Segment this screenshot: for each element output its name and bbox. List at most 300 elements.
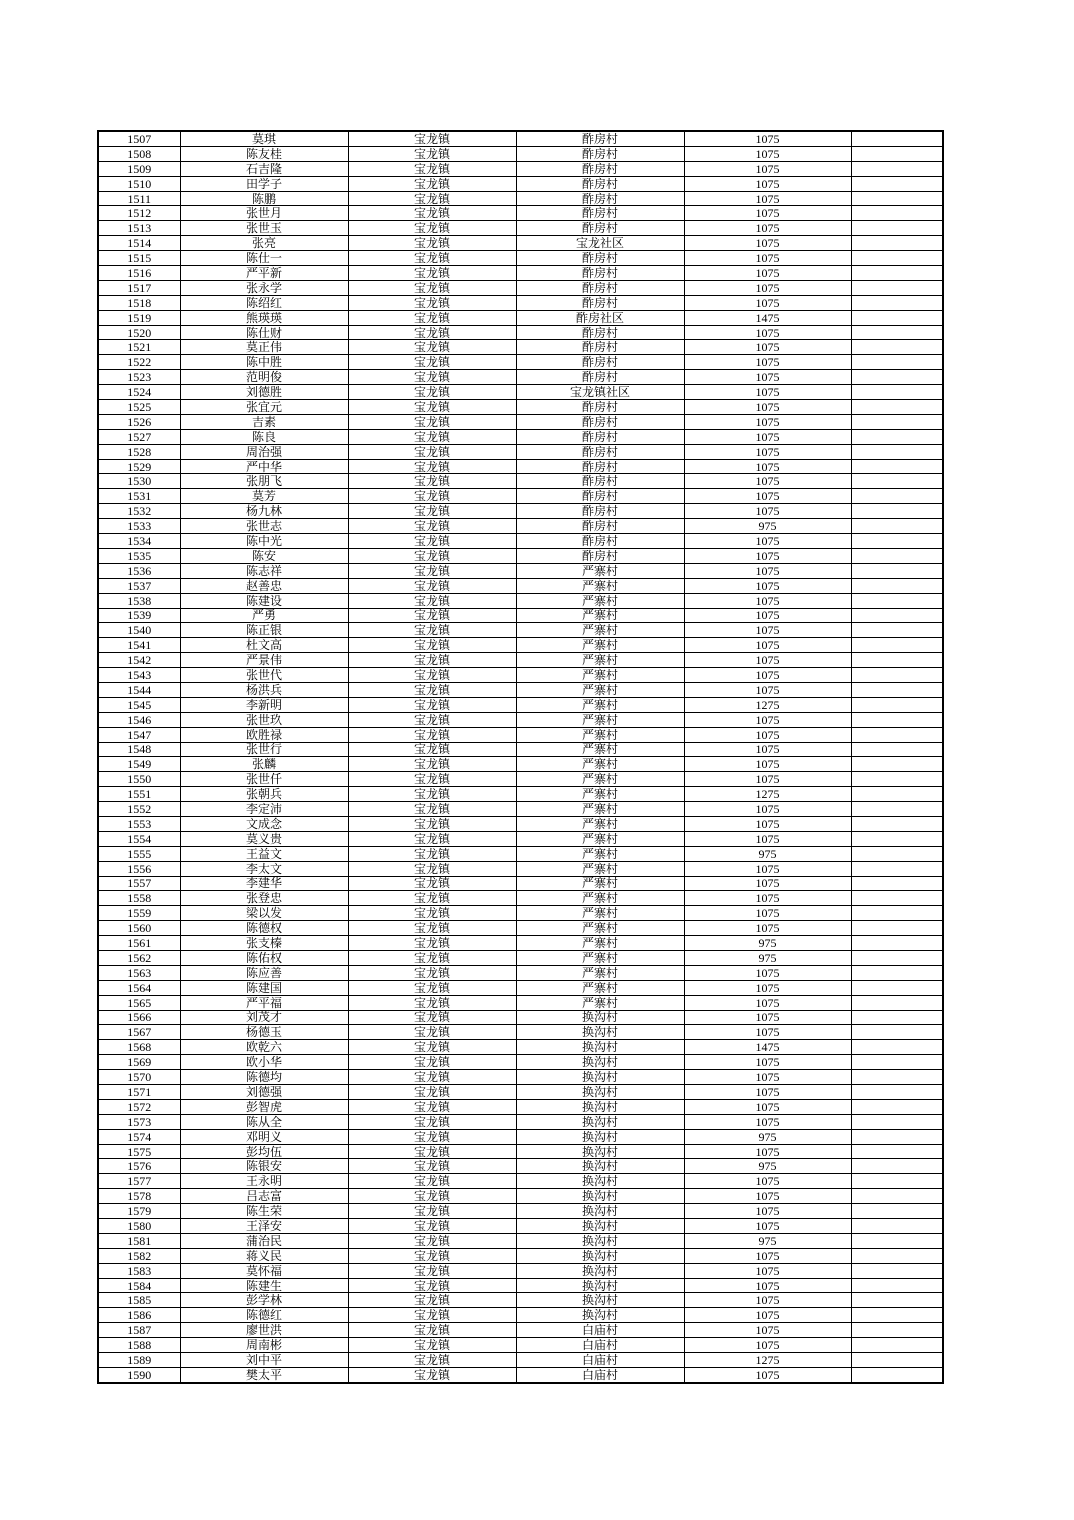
- town-cell: 宝龙镇: [348, 1025, 516, 1040]
- note-cell: [851, 1353, 943, 1368]
- village-cell: 宝龙社区: [516, 236, 684, 251]
- town-cell: 宝龙镇: [348, 906, 516, 921]
- row-number-cell: 1541: [98, 638, 180, 653]
- amount-cell: 1075: [684, 206, 851, 221]
- name-cell: 陈友桂: [180, 146, 348, 161]
- town-cell: 宝龙镇: [348, 519, 516, 534]
- table-row: [98, 906, 943, 921]
- town-cell: 宝龙镇: [348, 474, 516, 489]
- note-cell: [851, 504, 943, 519]
- note-cell: [851, 1174, 943, 1189]
- name-cell: 吕志富: [180, 1189, 348, 1204]
- table-row: [98, 980, 943, 995]
- table-row: [98, 206, 943, 221]
- name-cell: 王益文: [180, 846, 348, 861]
- amount-cell: 975: [684, 846, 851, 861]
- note-cell: [851, 176, 943, 191]
- row-number-cell: 1576: [98, 1159, 180, 1174]
- table-row: [98, 400, 943, 415]
- town-cell: 宝龙镇: [348, 459, 516, 474]
- amount-cell: 1075: [684, 831, 851, 846]
- note-cell: [851, 221, 943, 236]
- village-cell: 严寨村: [516, 727, 684, 742]
- table-row: [98, 1189, 943, 1204]
- name-cell: 邓明义: [180, 1129, 348, 1144]
- amount-cell: 975: [684, 519, 851, 534]
- row-number-cell: 1542: [98, 653, 180, 668]
- name-cell: 廖世洪: [180, 1323, 348, 1338]
- name-cell: 欧胜禄: [180, 727, 348, 742]
- name-cell: 刘德胜: [180, 385, 348, 400]
- name-cell: 严平新: [180, 266, 348, 281]
- town-cell: 宝龙镇: [348, 742, 516, 757]
- row-number-cell: 1586: [98, 1308, 180, 1323]
- note-cell: [851, 891, 943, 906]
- row-number-cell: 1511: [98, 191, 180, 206]
- village-cell: 酢房社区: [516, 310, 684, 325]
- amount-cell: 1075: [684, 251, 851, 266]
- table-row: [98, 787, 943, 802]
- town-cell: 宝龙镇: [348, 712, 516, 727]
- village-cell: 严寨村: [516, 831, 684, 846]
- village-cell: 酢房村: [516, 459, 684, 474]
- table-row: [98, 221, 943, 236]
- town-cell: 宝龙镇: [348, 221, 516, 236]
- row-number-cell: 1564: [98, 980, 180, 995]
- table-row: [98, 489, 943, 504]
- name-cell: 陈仕一: [180, 251, 348, 266]
- village-cell: 酢房村: [516, 504, 684, 519]
- amount-cell: 1075: [684, 221, 851, 236]
- table-row: [98, 385, 943, 400]
- name-cell: 周南彬: [180, 1338, 348, 1353]
- town-cell: 宝龙镇: [348, 653, 516, 668]
- town-cell: 宝龙镇: [348, 816, 516, 831]
- village-cell: 严寨村: [516, 846, 684, 861]
- row-number-cell: 1538: [98, 593, 180, 608]
- name-cell: 石吉隆: [180, 161, 348, 176]
- note-cell: [851, 489, 943, 504]
- amount-cell: 1075: [684, 757, 851, 772]
- note-cell: [851, 519, 943, 534]
- row-number-cell: 1552: [98, 802, 180, 817]
- note-cell: [851, 727, 943, 742]
- note-cell: [851, 1219, 943, 1234]
- note-cell: [851, 295, 943, 310]
- table-row: [98, 1367, 943, 1382]
- roster-table-body: [98, 131, 943, 1383]
- row-number-cell: 1508: [98, 146, 180, 161]
- town-cell: 宝龙镇: [348, 1248, 516, 1263]
- town-cell: 宝龙镇: [348, 995, 516, 1010]
- name-cell: 陈建生: [180, 1278, 348, 1293]
- table-row: [98, 653, 943, 668]
- row-number-cell: 1512: [98, 206, 180, 221]
- table-row: [98, 325, 943, 340]
- amount-cell: 1075: [684, 1204, 851, 1219]
- table-row: [98, 757, 943, 772]
- town-cell: 宝龙镇: [348, 772, 516, 787]
- note-cell: [851, 712, 943, 727]
- table-row: [98, 236, 943, 251]
- town-cell: 宝龙镇: [348, 206, 516, 221]
- amount-cell: 1075: [684, 653, 851, 668]
- table-row: [98, 608, 943, 623]
- amount-cell: 1075: [684, 1278, 851, 1293]
- village-cell: 换沟村: [516, 1070, 684, 1085]
- name-cell: 彭学林: [180, 1293, 348, 1308]
- row-number-cell: 1574: [98, 1129, 180, 1144]
- row-number-cell: 1567: [98, 1025, 180, 1040]
- table-row: [98, 1293, 943, 1308]
- note-cell: [851, 1055, 943, 1070]
- table-row: [98, 1263, 943, 1278]
- row-number-cell: 1528: [98, 444, 180, 459]
- note-cell: [851, 906, 943, 921]
- village-cell: 严寨村: [516, 861, 684, 876]
- row-number-cell: 1516: [98, 266, 180, 281]
- table-row: [98, 1174, 943, 1189]
- table-row: [98, 1099, 943, 1114]
- name-cell: 李定沛: [180, 802, 348, 817]
- table-row: [98, 310, 943, 325]
- amount-cell: 1075: [684, 1174, 851, 1189]
- town-cell: 宝龙镇: [348, 846, 516, 861]
- row-number-cell: 1560: [98, 921, 180, 936]
- town-cell: 宝龙镇: [348, 1338, 516, 1353]
- amount-cell: 1075: [684, 1308, 851, 1323]
- table-row: [98, 459, 943, 474]
- village-cell: 酢房村: [516, 534, 684, 549]
- row-number-cell: 1571: [98, 1085, 180, 1100]
- amount-cell: 1275: [684, 787, 851, 802]
- table-row: [98, 668, 943, 683]
- note-cell: [851, 980, 943, 995]
- amount-cell: 1075: [684, 638, 851, 653]
- name-cell: 莫正伟: [180, 340, 348, 355]
- name-cell: 王永明: [180, 1174, 348, 1189]
- row-number-cell: 1530: [98, 474, 180, 489]
- name-cell: 张世代: [180, 668, 348, 683]
- note-cell: [851, 846, 943, 861]
- row-number-cell: 1583: [98, 1263, 180, 1278]
- town-cell: 宝龙镇: [348, 1219, 516, 1234]
- row-number-cell: 1565: [98, 995, 180, 1010]
- note-cell: [851, 1144, 943, 1159]
- town-cell: 宝龙镇: [348, 325, 516, 340]
- village-cell: 换沟村: [516, 1159, 684, 1174]
- name-cell: 严中华: [180, 459, 348, 474]
- note-cell: [851, 1233, 943, 1248]
- note-cell: [851, 1070, 943, 1085]
- note-cell: [851, 1085, 943, 1100]
- town-cell: 宝龙镇: [348, 534, 516, 549]
- table-row: [98, 131, 943, 146]
- amount-cell: 1075: [684, 295, 851, 310]
- row-number-cell: 1577: [98, 1174, 180, 1189]
- town-cell: 宝龙镇: [348, 936, 516, 951]
- town-cell: 宝龙镇: [348, 176, 516, 191]
- village-cell: 严寨村: [516, 653, 684, 668]
- table-row: [98, 1070, 943, 1085]
- note-cell: [851, 995, 943, 1010]
- row-number-cell: 1525: [98, 400, 180, 415]
- note-cell: [851, 1263, 943, 1278]
- note-cell: [851, 1204, 943, 1219]
- amount-cell: 1075: [684, 891, 851, 906]
- note-cell: [851, 1040, 943, 1055]
- village-cell: 酢房村: [516, 176, 684, 191]
- table-row: [98, 414, 943, 429]
- amount-cell: 1075: [684, 355, 851, 370]
- town-cell: 宝龙镇: [348, 429, 516, 444]
- amount-cell: 1075: [684, 1099, 851, 1114]
- village-cell: 换沟村: [516, 1085, 684, 1100]
- village-cell: 严寨村: [516, 980, 684, 995]
- village-cell: 宝龙镇社区: [516, 385, 684, 400]
- table-row: [98, 623, 943, 638]
- name-cell: 文成念: [180, 816, 348, 831]
- row-number-cell: 1519: [98, 310, 180, 325]
- note-cell: [851, 742, 943, 757]
- row-number-cell: 1520: [98, 325, 180, 340]
- amount-cell: 1075: [684, 742, 851, 757]
- town-cell: 宝龙镇: [348, 1204, 516, 1219]
- table-row: [98, 831, 943, 846]
- town-cell: 宝龙镇: [348, 1308, 516, 1323]
- table-row: [98, 444, 943, 459]
- note-cell: [851, 1308, 943, 1323]
- town-cell: 宝龙镇: [348, 370, 516, 385]
- town-cell: 宝龙镇: [348, 400, 516, 415]
- amount-cell: 1075: [684, 236, 851, 251]
- row-number-cell: 1569: [98, 1055, 180, 1070]
- row-number-cell: 1543: [98, 668, 180, 683]
- note-cell: [851, 802, 943, 817]
- row-number-cell: 1524: [98, 385, 180, 400]
- note-cell: [851, 161, 943, 176]
- row-number-cell: 1557: [98, 876, 180, 891]
- note-cell: [851, 668, 943, 683]
- town-cell: 宝龙镇: [348, 295, 516, 310]
- note-cell: [851, 385, 943, 400]
- row-number-cell: 1534: [98, 534, 180, 549]
- name-cell: 莫芳: [180, 489, 348, 504]
- row-number-cell: 1517: [98, 280, 180, 295]
- amount-cell: 1075: [684, 563, 851, 578]
- town-cell: 宝龙镇: [348, 236, 516, 251]
- village-cell: 酢房村: [516, 131, 684, 146]
- village-cell: 酢房村: [516, 295, 684, 310]
- table-row: [98, 772, 943, 787]
- amount-cell: 1075: [684, 668, 851, 683]
- row-number-cell: 1518: [98, 295, 180, 310]
- table-row: [98, 176, 943, 191]
- table-row: [98, 474, 943, 489]
- note-cell: [851, 787, 943, 802]
- town-cell: 宝龙镇: [348, 1055, 516, 1070]
- note-cell: [851, 1114, 943, 1129]
- row-number-cell: 1514: [98, 236, 180, 251]
- note-cell: [851, 266, 943, 281]
- name-cell: 陈从全: [180, 1114, 348, 1129]
- village-cell: 酢房村: [516, 161, 684, 176]
- table-row: [98, 1010, 943, 1025]
- name-cell: 杨德玉: [180, 1025, 348, 1040]
- row-number-cell: 1544: [98, 682, 180, 697]
- row-number-cell: 1533: [98, 519, 180, 534]
- row-number-cell: 1551: [98, 787, 180, 802]
- village-cell: 严寨村: [516, 697, 684, 712]
- town-cell: 宝龙镇: [348, 1159, 516, 1174]
- row-number-cell: 1555: [98, 846, 180, 861]
- note-cell: [851, 638, 943, 653]
- row-number-cell: 1580: [98, 1219, 180, 1234]
- village-cell: 严寨村: [516, 668, 684, 683]
- village-cell: 酢房村: [516, 221, 684, 236]
- table-row: [98, 191, 943, 206]
- amount-cell: 1075: [684, 146, 851, 161]
- village-cell: 严寨村: [516, 578, 684, 593]
- name-cell: 樊太平: [180, 1367, 348, 1382]
- name-cell: 张世玉: [180, 221, 348, 236]
- town-cell: 宝龙镇: [348, 1278, 516, 1293]
- village-cell: 换沟村: [516, 1189, 684, 1204]
- row-number-cell: 1561: [98, 936, 180, 951]
- name-cell: 欧小华: [180, 1055, 348, 1070]
- amount-cell: 1075: [684, 131, 851, 146]
- table-row: [98, 548, 943, 563]
- amount-cell: 1075: [684, 578, 851, 593]
- name-cell: 严平福: [180, 995, 348, 1010]
- village-cell: 白庙村: [516, 1323, 684, 1338]
- village-cell: 白庙村: [516, 1367, 684, 1382]
- note-cell: [851, 1099, 943, 1114]
- village-cell: 严寨村: [516, 787, 684, 802]
- table-row: [98, 816, 943, 831]
- name-cell: 张麟: [180, 757, 348, 772]
- village-cell: 严寨村: [516, 742, 684, 757]
- row-number-cell: 1582: [98, 1248, 180, 1263]
- village-cell: 酢房村: [516, 548, 684, 563]
- name-cell: 陈生荣: [180, 1204, 348, 1219]
- village-cell: 酢房村: [516, 325, 684, 340]
- note-cell: [851, 876, 943, 891]
- amount-cell: 1075: [684, 325, 851, 340]
- row-number-cell: 1563: [98, 965, 180, 980]
- town-cell: 宝龙镇: [348, 578, 516, 593]
- table-row: [98, 295, 943, 310]
- row-number-cell: 1587: [98, 1323, 180, 1338]
- amount-cell: 1075: [684, 1263, 851, 1278]
- town-cell: 宝龙镇: [348, 280, 516, 295]
- row-number-cell: 1568: [98, 1040, 180, 1055]
- village-cell: 严寨村: [516, 563, 684, 578]
- village-cell: 严寨村: [516, 772, 684, 787]
- town-cell: 宝龙镇: [348, 310, 516, 325]
- amount-cell: 1275: [684, 1353, 851, 1368]
- row-number-cell: 1521: [98, 340, 180, 355]
- town-cell: 宝龙镇: [348, 638, 516, 653]
- town-cell: 宝龙镇: [348, 727, 516, 742]
- town-cell: 宝龙镇: [348, 891, 516, 906]
- row-number-cell: 1553: [98, 816, 180, 831]
- town-cell: 宝龙镇: [348, 1114, 516, 1129]
- table-row: [98, 1129, 943, 1144]
- table-row: [98, 519, 943, 534]
- table-row: [98, 891, 943, 906]
- note-cell: [851, 370, 943, 385]
- village-cell: 严寨村: [516, 712, 684, 727]
- amount-cell: 1075: [684, 921, 851, 936]
- row-number-cell: 1554: [98, 831, 180, 846]
- name-cell: 李建华: [180, 876, 348, 891]
- name-cell: 陈中光: [180, 534, 348, 549]
- row-number-cell: 1585: [98, 1293, 180, 1308]
- town-cell: 宝龙镇: [348, 950, 516, 965]
- name-cell: 刘德强: [180, 1085, 348, 1100]
- amount-cell: 1075: [684, 1114, 851, 1129]
- village-cell: 严寨村: [516, 921, 684, 936]
- town-cell: 宝龙镇: [348, 980, 516, 995]
- note-cell: [851, 861, 943, 876]
- table-row: [98, 682, 943, 697]
- name-cell: 陈建设: [180, 593, 348, 608]
- row-number-cell: 1562: [98, 950, 180, 965]
- village-cell: 换沟村: [516, 1040, 684, 1055]
- note-cell: [851, 1248, 943, 1263]
- amount-cell: 1075: [684, 1070, 851, 1085]
- table-row: [98, 1219, 943, 1234]
- note-cell: [851, 772, 943, 787]
- table-row: [98, 1085, 943, 1100]
- note-cell: [851, 950, 943, 965]
- town-cell: 宝龙镇: [348, 355, 516, 370]
- note-cell: [851, 1010, 943, 1025]
- name-cell: 陈志祥: [180, 563, 348, 578]
- row-number-cell: 1546: [98, 712, 180, 727]
- town-cell: 宝龙镇: [348, 1085, 516, 1100]
- table-row: [98, 251, 943, 266]
- name-cell: 张登忠: [180, 891, 348, 906]
- table-row: [98, 578, 943, 593]
- name-cell: 张世月: [180, 206, 348, 221]
- name-cell: 张世行: [180, 742, 348, 757]
- row-number-cell: 1572: [98, 1099, 180, 1114]
- town-cell: 宝龙镇: [348, 965, 516, 980]
- row-number-cell: 1579: [98, 1204, 180, 1219]
- town-cell: 宝龙镇: [348, 921, 516, 936]
- town-cell: 宝龙镇: [348, 340, 516, 355]
- table-row: [98, 161, 943, 176]
- table-row: [98, 1308, 943, 1323]
- town-cell: 宝龙镇: [348, 1233, 516, 1248]
- row-number-cell: 1529: [98, 459, 180, 474]
- name-cell: 田学子: [180, 176, 348, 191]
- note-cell: [851, 474, 943, 489]
- village-cell: 酢房村: [516, 400, 684, 415]
- note-cell: [851, 593, 943, 608]
- village-cell: 严寨村: [516, 936, 684, 951]
- row-number-cell: 1515: [98, 251, 180, 266]
- note-cell: [851, 1367, 943, 1382]
- name-cell: 彭智虎: [180, 1099, 348, 1114]
- amount-cell: 1075: [684, 802, 851, 817]
- name-cell: 陈绍红: [180, 295, 348, 310]
- note-cell: [851, 653, 943, 668]
- village-cell: 换沟村: [516, 1055, 684, 1070]
- row-number-cell: 1550: [98, 772, 180, 787]
